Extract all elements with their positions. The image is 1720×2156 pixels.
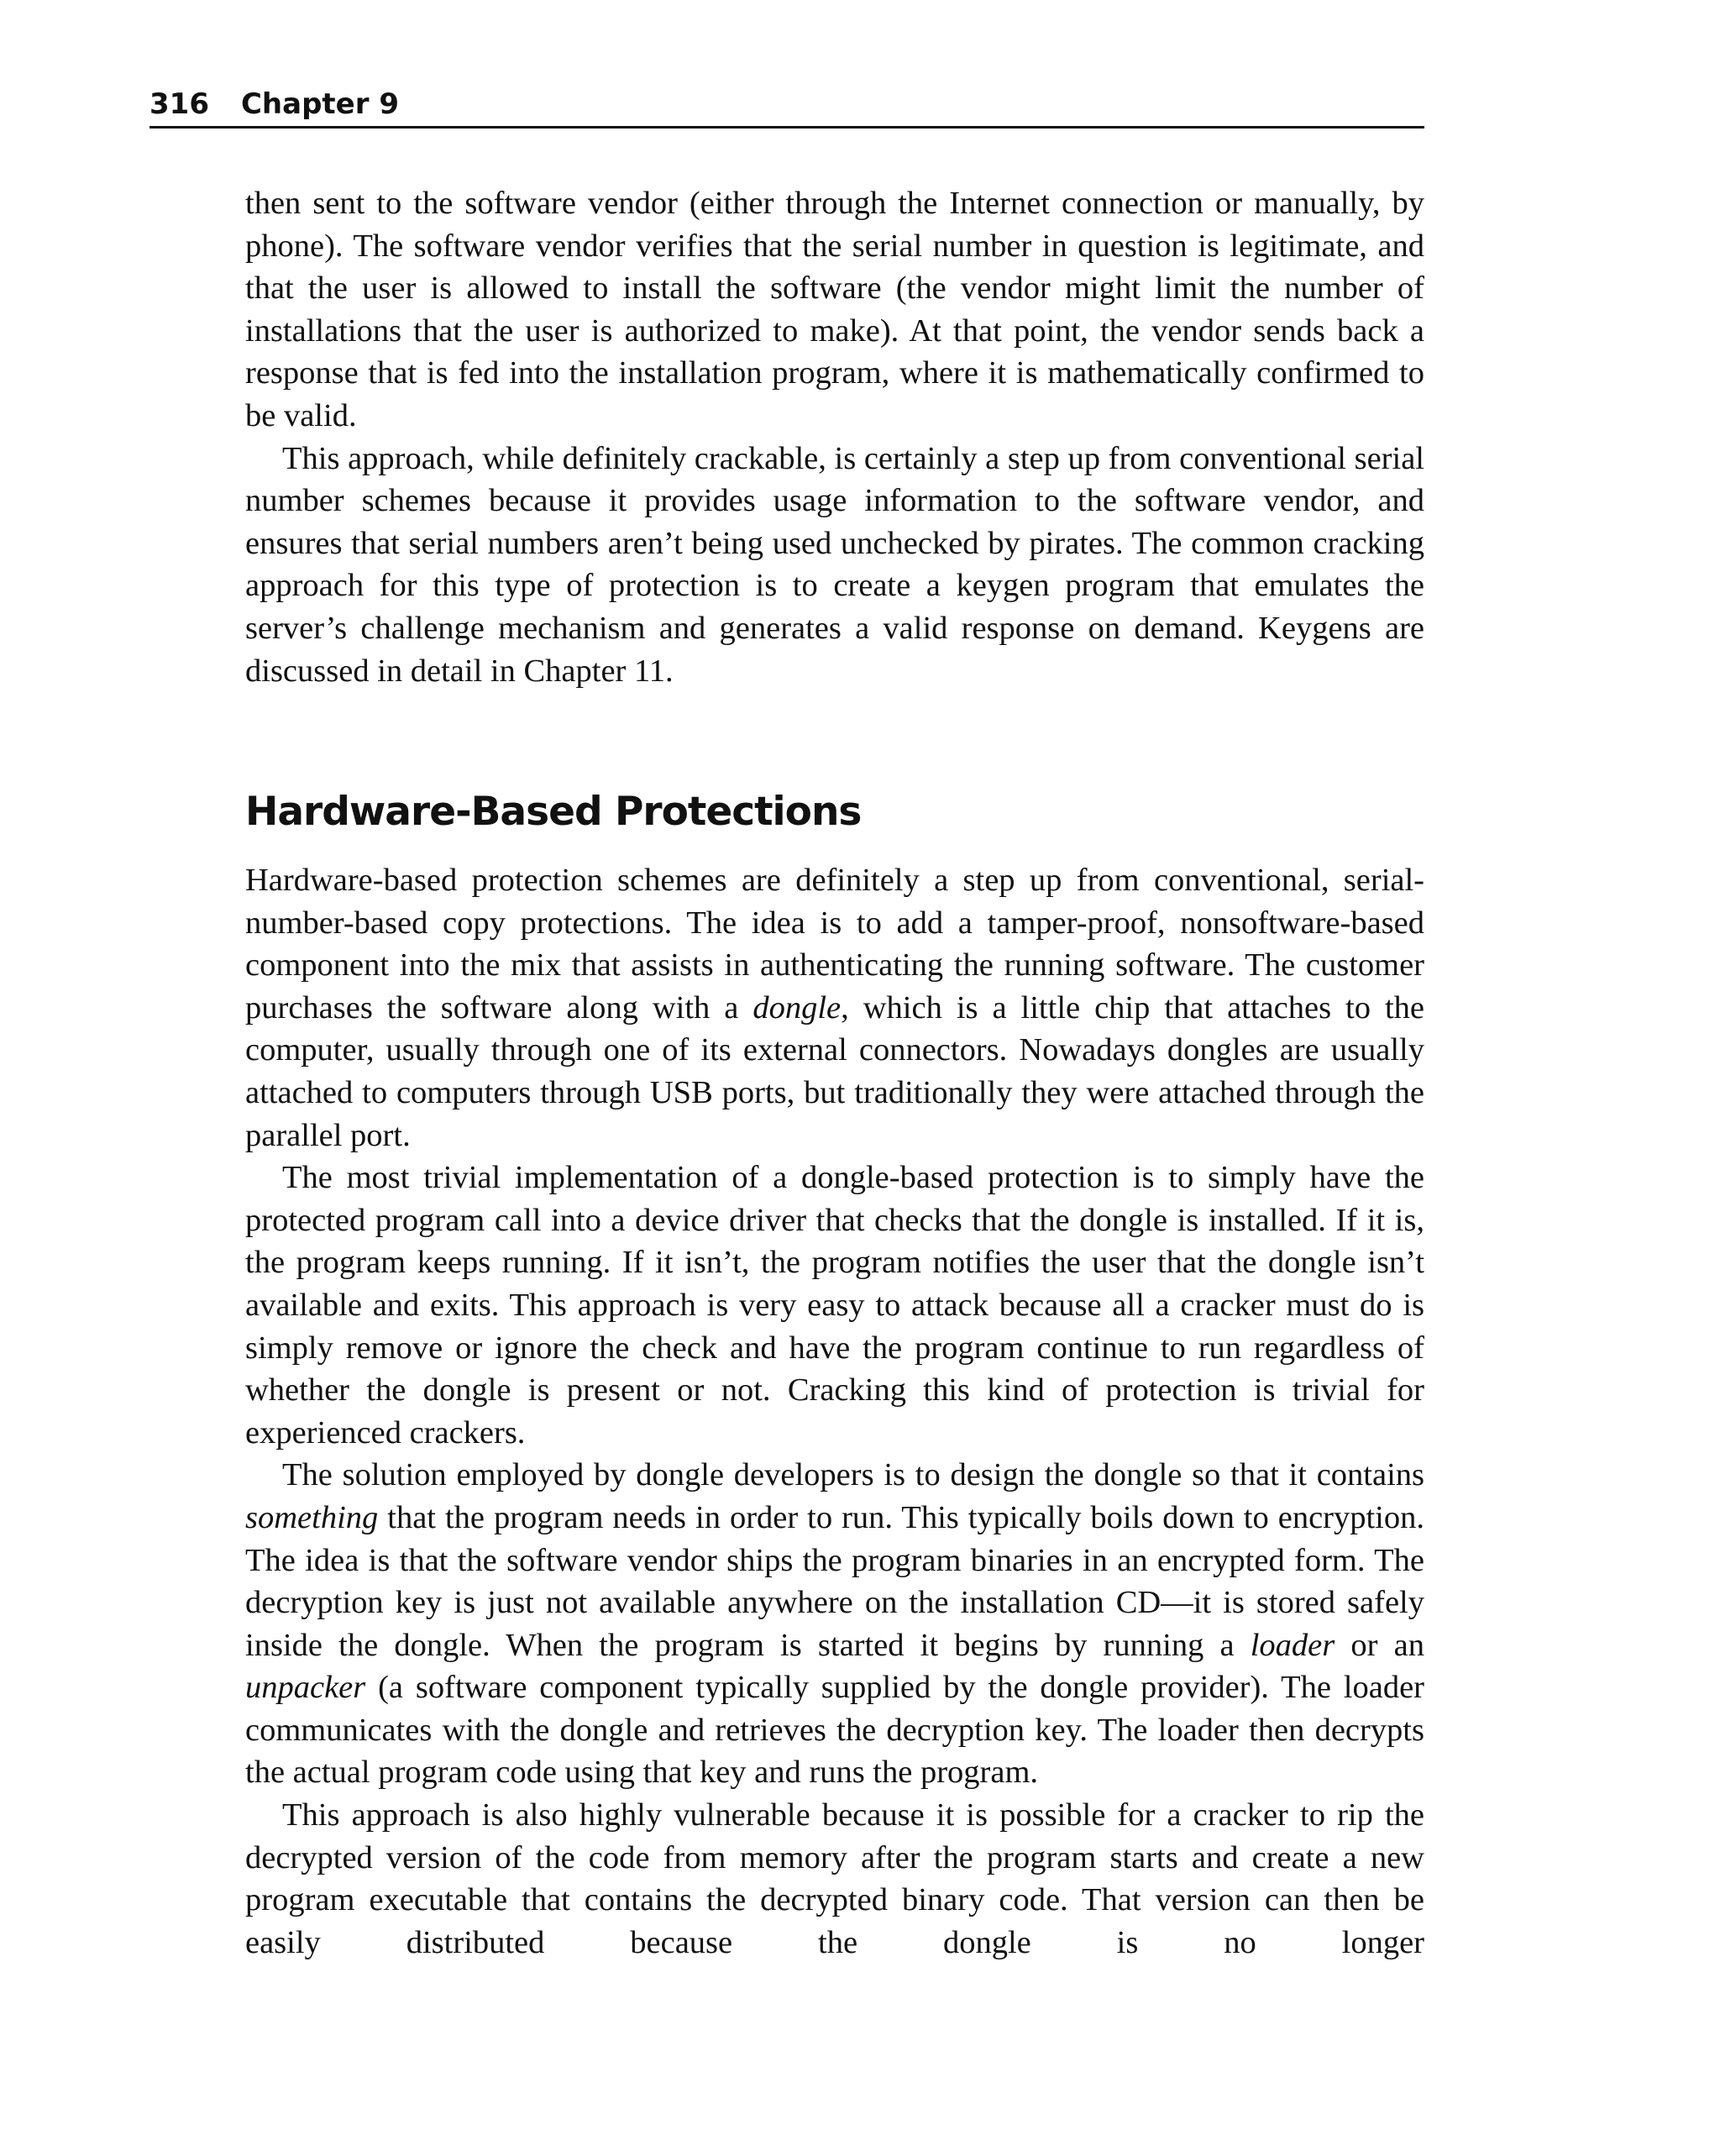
- text-run: that the program needs in order to run. This typically boils down to encryption. The idea is that the software vendor ships the program binaries in an encrypted form. The decryption key is just not available anywhere on the installation CD—it is stored safely inside the dongle. When the program is started it begins by running a: [245, 1499, 1424, 1663]
- section-heading: Hardware-Based Protections: [245, 789, 862, 835]
- intro-text-block: [245, 182, 1424, 692]
- text-run: , which is a little chip that attaches to the computer, usually through one of its external connectors. Nowadays dongles are usually attached to computers through USB ports, but traditionally they were attached through the parallel port.: [245, 989, 1424, 1153]
- hardware-section-text: [245, 859, 1424, 1964]
- emphasis-something: something: [245, 1499, 379, 1535]
- page-header: [149, 82, 1424, 129]
- chapter-title: Chapter 9: [240, 87, 399, 121]
- text-run: The solution employed by dongle developers is to design the dongle so that it contains: [282, 1457, 1424, 1493]
- paragraph-vulnerability: This approach is also highly vulnerable because it is possible for a cracker to rip the decrypted version of the code from memory after the program starts and create a new program executable that contains the decrypted binary code. That version can then be easily distributed because the dongle is no longer: [245, 1797, 1424, 1960]
- text-run: Hardware-based protection schemes are definitely a step up from conventional, serial-number-based copy protections. The idea is to add a tamper-proof, nonsoftware-based component into the mix that assists in authenticating the running software. The customer purchases the software along with a: [245, 863, 1424, 1026]
- text-run: or an: [1335, 1627, 1424, 1663]
- emphasis-unpacker: unpacker: [245, 1670, 366, 1706]
- paragraph-continuation: then sent to the software vendor (either through the Internet connection or manually, by phone). The software vendor verifies that the serial number in question is legitimate, and that the user is allowed to install the software (the vendor might limit the number of installations that the user is authorized to make). At that point, the vendor sends back a response that is fed into the installation program, where it is mathematically confirmed to be valid.: [245, 186, 1424, 433]
- paragraph-trivial-implementation: The most trivial implementation of a dongle-based protection is to simply have the protected program call into a device driver that checks that the dongle is installed. If it is, the program keeps running. If it isn’t, the program notifies the user that the dongle isn’t available and exits. This approach is very easy to attack because all a cracker must do is simply remove or ignore the check and have the program continue to run regardless of whether the dongle is present or not. Cracking this kind of protection is trivial for experienced crackers.: [245, 1160, 1424, 1450]
- paragraph-hardware-intro: [245, 859, 1424, 1157]
- paragraph-encryption-solution: [245, 1454, 1424, 1794]
- page-number: 316: [149, 87, 209, 121]
- paragraph-crackable-approach: This approach, while definitely crackable, is certainly a step up from conventional serial number schemes because it provides usage information to the software vendor, and ensures that serial numbers aren’t being used unchecked by pirates. The common cracking approach for this type of protection is to create a keygen program that emulates the server’s challenge mechanism and generates a valid response on demand. Keygens are discussed in detail in Chapter 11.: [245, 440, 1424, 689]
- emphasis-dongle: dongle: [752, 989, 842, 1026]
- emphasis-loader: loader: [1250, 1627, 1335, 1663]
- text-run: (a software component typically supplied by the dongle provider). The loader communicates with the dongle and retrieves the decryption key. The loader then decrypts the actual program code using that key and runs the program.: [245, 1670, 1424, 1791]
